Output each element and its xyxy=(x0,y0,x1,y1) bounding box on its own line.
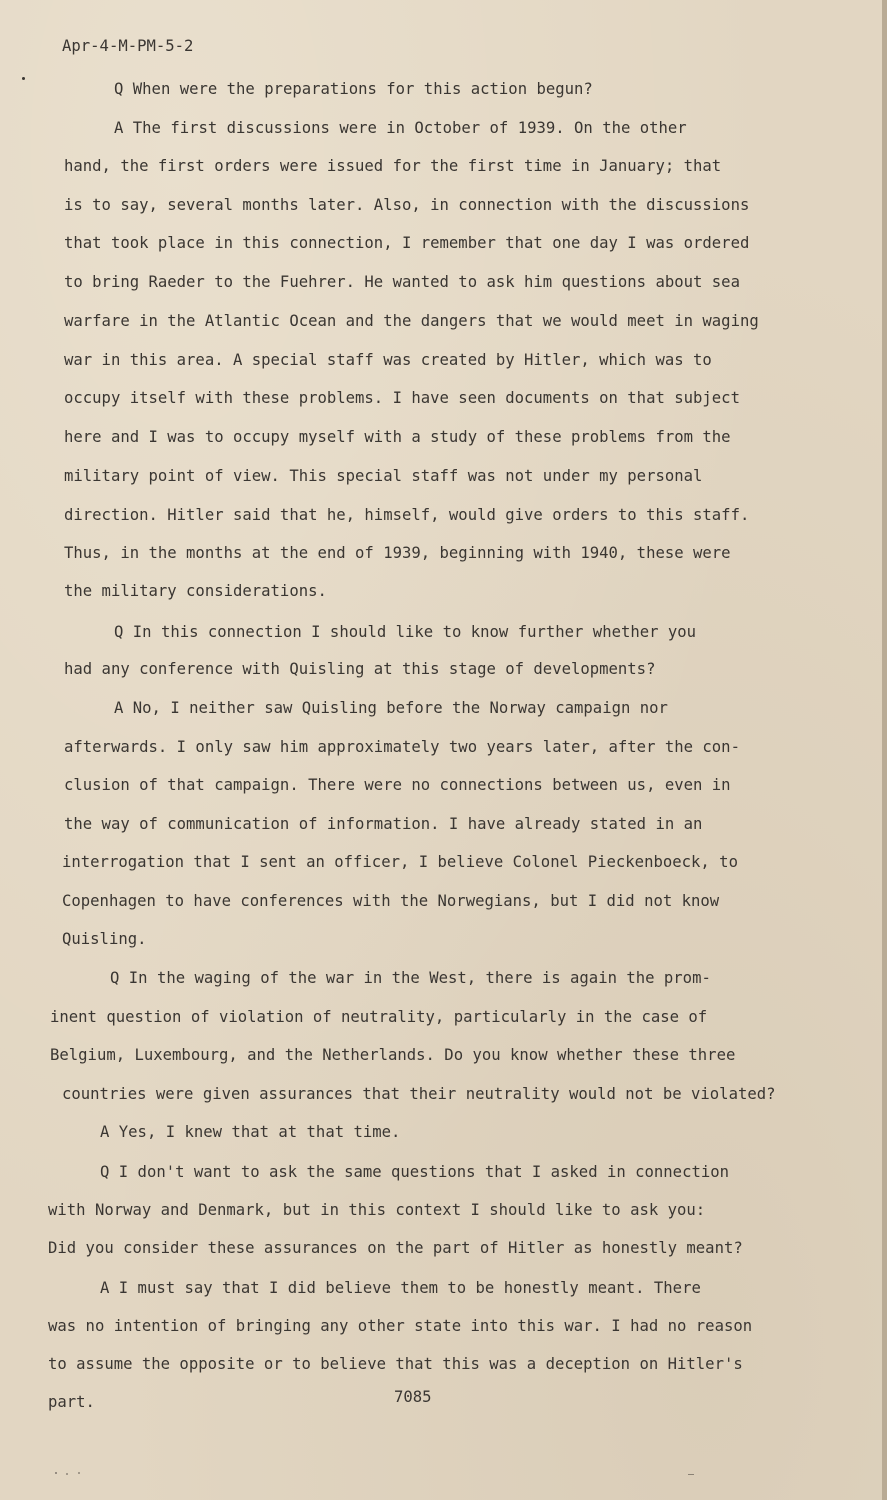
header-reference: Apr-4-M-PM-5-2 xyxy=(62,37,194,55)
text-line: here and I was to occupy myself with a study of these problems from the xyxy=(64,428,731,446)
page-number: 7085 xyxy=(394,1388,432,1406)
text-line: A Yes, I knew that at that time. xyxy=(100,1123,401,1141)
text-line: afterwards. I only saw him approximately two years later, after the con- xyxy=(64,738,740,756)
text-line: the military considerations. xyxy=(64,582,327,600)
text-line: A I must say that I did believe them to be honestly meant. There xyxy=(100,1279,701,1297)
text-line: hand, the first orders were issued for the first time in January; that xyxy=(64,157,722,175)
text-line: Q I don't want to ask the same questions that I asked in connection xyxy=(100,1163,730,1181)
text-line: warfare in the Atlantic Ocean and the dangers that we would meet in waging xyxy=(64,312,759,330)
ink-speck xyxy=(55,1472,57,1474)
text-line: with Norway and Denmark, but in this context I should like to ask you: xyxy=(48,1201,706,1219)
text-line: Quisling. xyxy=(62,930,147,948)
text-line: Did you consider these assurances on the part of Hitler as honestly meant? xyxy=(48,1239,743,1257)
text-line: direction. Hitler said that he, himself, would give orders to this staff. xyxy=(64,506,750,524)
text-line: Q In the waging of the war in the West, there is again the prom- xyxy=(110,969,711,987)
text-line: is to say, several months later. Also, in connection with the discussions xyxy=(64,196,750,214)
text-line: war in this area. A special staff was created by Hitler, which was to xyxy=(64,351,712,369)
ink-speck xyxy=(22,77,25,80)
text-line: Q When were the preparations for this action begun? xyxy=(114,80,593,98)
text-line: A The first discussions were in October of 1939. On the other xyxy=(114,119,687,137)
text-line: clusion of that campaign. There were no connections between us, even in xyxy=(64,776,731,794)
text-line: Thus, in the months at the end of 1939, beginning with 1940, these were xyxy=(64,544,731,562)
text-line: to bring Raeder to the Fuehrer. He wanted to ask him questions about sea xyxy=(64,273,740,291)
text-line: to assume the opposite or to believe that this was a deception on Hitler's xyxy=(48,1355,743,1373)
text-line: occupy itself with these problems. I have seen documents on that subject xyxy=(64,389,740,407)
text-line: military point of view. This special staff was not under my personal xyxy=(64,467,703,485)
text-line: interrogation that I sent an officer, I believe Colonel Pieckenboeck, to xyxy=(62,853,738,871)
ink-speck xyxy=(78,1472,80,1474)
text-line: Q In this connection I should like to know further whether you xyxy=(114,623,697,641)
text-line: part. xyxy=(48,1393,95,1411)
text-line: inent question of violation of neutrality, particularly in the case of xyxy=(50,1008,708,1026)
text-line: Belgium, Luxembourg, and the Netherlands. Do you know whether these three xyxy=(50,1046,736,1064)
text-line: Copenhagen to have conferences with the Norwegians, but I did not know xyxy=(62,892,720,910)
text-line: was no intention of bringing any other state into this war. I had no reason xyxy=(48,1317,753,1335)
text-line: A No, I neither saw Quisling before the Norway campaign nor xyxy=(114,699,668,717)
text-line: countries were given assurances that their neutrality would not be violated? xyxy=(62,1085,776,1103)
text-line: that took place in this connection, I remember that one day I was ordered xyxy=(64,234,750,252)
page-edge xyxy=(882,0,887,1500)
text-line: the way of communication of information. I have already stated in an xyxy=(64,815,703,833)
ink-speck xyxy=(66,1473,68,1475)
ink-speck xyxy=(688,1474,694,1475)
text-line: had any conference with Quisling at this stage of developments? xyxy=(64,660,656,678)
